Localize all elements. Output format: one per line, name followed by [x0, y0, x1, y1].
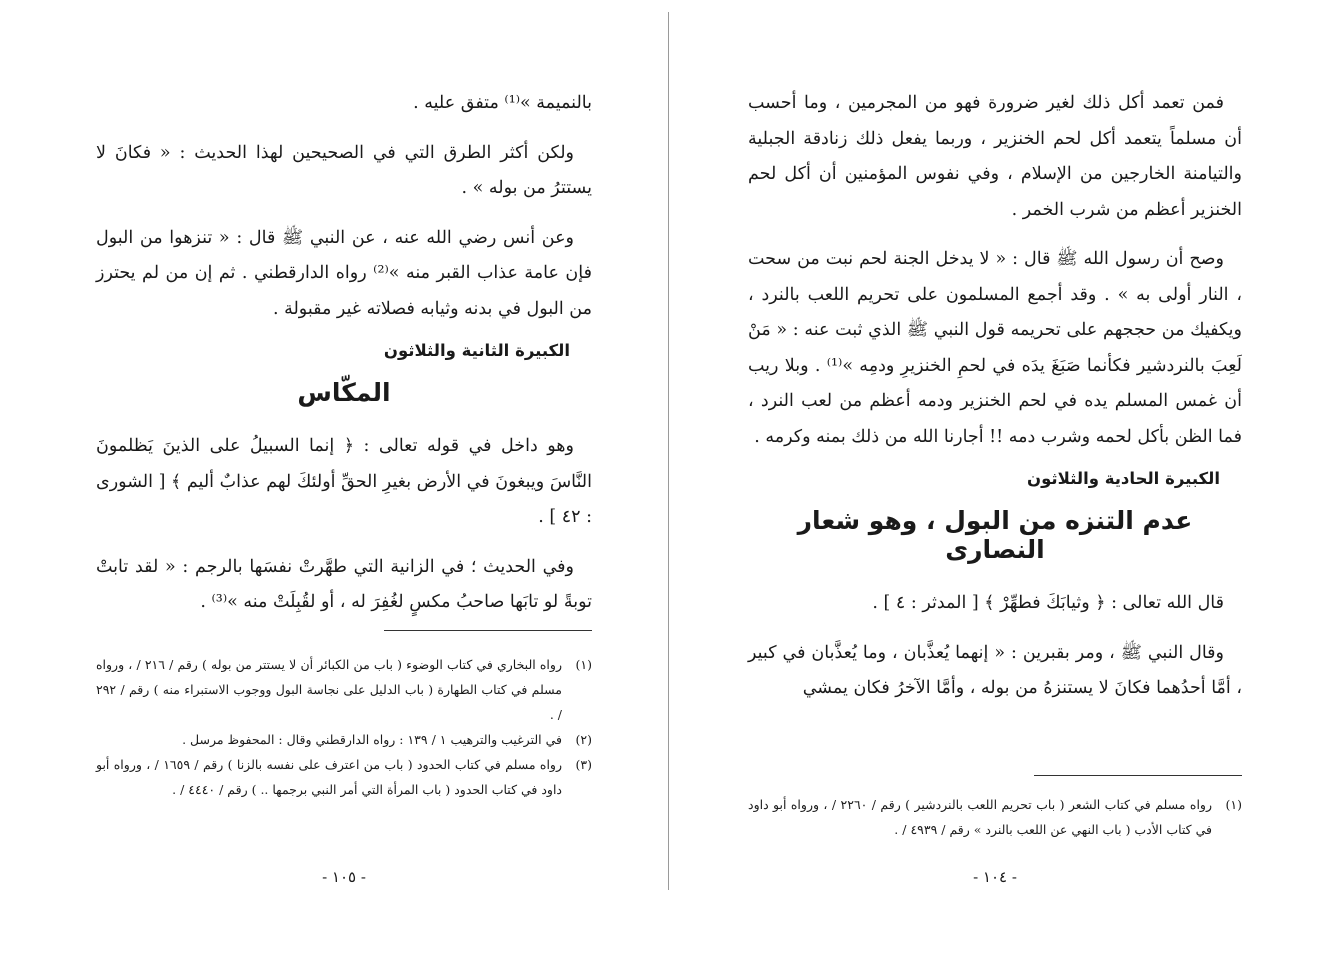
footnote [748, 792, 1242, 842]
footnote-rule [1034, 775, 1242, 776]
section-title: الكبيرة الثانية والثلاثون [383, 341, 570, 360]
footnotes [748, 792, 1242, 842]
footnote-number: (١) [575, 657, 592, 672]
chapter-title: المكّاس [297, 378, 391, 407]
page-104-body [748, 86, 1242, 721]
chapter-title: عدم التنزه من البول ، وهو شعار النصارى [797, 506, 1193, 564]
paragraph: وصح أن رسول الله ﷺ قال : « لا يدخل الجنة لحم نبت من سحت ، النار أولى به » . وقد أجمع المسلمون على تحريم اللعب بالنرد ، ويكفيك من حججهم على تحريمه قول النبي ﷺ الذي ثبت عنه : « مَنْ لَعِبَ بالنردشير فكأنما صَبَغَ يدَه في لحمِ الخنزيرِ ودمِه »⁽¹⁾ . وبلا ريب أن غمس المسلم يده في لحم الخنزير ودمه أعظم من لعب النرد ، فما الظن بأكل لحمه وشرب دمه !! أجارنا الله من ذلك بمنه وكرمه . [748, 249, 1242, 447]
footnote [96, 652, 592, 727]
paragraph: ولكن أكثر الطرق التي في الصحيحين لهذا الحديث : « فكانَ لا يستترُ من بوله » . [96, 142, 592, 198]
footnote-text: في الترغيب والترهيب ١ / ١٣٩ : رواه الدارقطني وقال : المحفوظ مرسل . [182, 732, 562, 747]
page-105 [96, 0, 592, 960]
footnote-number: (١) [1225, 797, 1242, 812]
footnote-text: رواه مسلم في كتاب الشعر ( باب تحريم اللعب بالنردشير ) رقم / ٢٢٦٠ / ، ورواه أبو داود في كتاب الأدب ( باب النهي عن اللعب بالنرد » رقم / ٤٩٣٩ / . [748, 797, 1213, 837]
page-number: - ١٠٥ - [322, 868, 366, 886]
footnote [96, 752, 592, 802]
paragraph: فمن تعمد أكل ذلك لغير ضرورة فهو من المجرمين ، وما أحسب أن مسلماً يتعمد أكل لحم الخنزير ، وربما يفعل ذلك زنادقة الجبلية والتيامنة الخارجين من الإسلام ، وفي نفوس المؤمنين أن أكل لحم الخنزير أعظم من شرب الخمر . [748, 93, 1242, 220]
gutter-line [668, 12, 669, 890]
footnotes [96, 652, 592, 802]
page-105-body [96, 86, 592, 635]
footnote-text: رواه مسلم في كتاب الحدود ( باب من اعترف على نفسه بالزنا ) رقم / ١٦٥٩ / ، ورواه أبو داود في كتاب الحدود ( باب المرأة التي أمر النبي برجمها .. ) رقم / ٤٤٤٠ / . [96, 757, 563, 797]
paragraph: وهو داخل في قوله تعالى : ﴿ إنما السبيلُ على الذينَ يَظلمونَ النَّاسَ ويبغونَ في الأرض بغيرِ الحقِّ أولئكَ لهم عذابٌ أليم ﴾ [ الشورى : ٤٢ ] . [96, 436, 592, 527]
footnote-rule [384, 630, 592, 631]
footnote-number: (٢) [575, 732, 592, 747]
paragraph: وقال النبي ﷺ ، ومر بقبرين : « إنهما يُعذَّبان ، وما يُعذَّبان في كبير ، أمَّا أحدُهما فكانَ لا يستنزهُ من بوله ، وأمَّا الآخرُ فكان يمشي [748, 642, 1242, 698]
page-104 [748, 0, 1242, 960]
page-number: - ١٠٤ - [973, 868, 1017, 886]
footnote [96, 727, 592, 752]
paragraph: قال الله تعالى : ﴿ وثيابَكَ فطهِّرْ ﴾ [ المدثر : ٤ ] . [872, 593, 1224, 613]
paragraph: وعن أنس رضي الله عنه ، عن النبي ﷺ قال : « تنزهوا من البول فإن عامة عذاب القبر منه »⁽²⁾ رواه الدارقطني . ثم إن من لم يحترز من البول في بدنه وثيابه فصلاته غير مقبولة . [96, 227, 592, 319]
paragraph: بالنميمة »⁽¹⁾ متفق عليه . [413, 93, 592, 113]
footnote-number: (٣) [575, 757, 592, 772]
section-title: الكبيرة الحادية والثلاثون [1026, 469, 1220, 488]
footnote-text: رواه البخاري في كتاب الوضوء ( باب من الكبائر أن لا يستتر من بوله ) رقم / ٢١٦ / ، ورواه مسلم في كتاب الطهارة ( باب الدليل على نجاسة البول ووجوب الاستبراء منه ) رقم / ٢٩٢ / . [96, 657, 562, 722]
paragraph: وفي الحديث ؛ في الزانية التي طهَّرتْ نفسَها بالرجم : « لقد تابتْ توبةً لو تابَها صاحبُ مكسٍ لغُفِرَ له ، أو لقُبِلَتْ منه »⁽³⁾ . [96, 556, 592, 612]
